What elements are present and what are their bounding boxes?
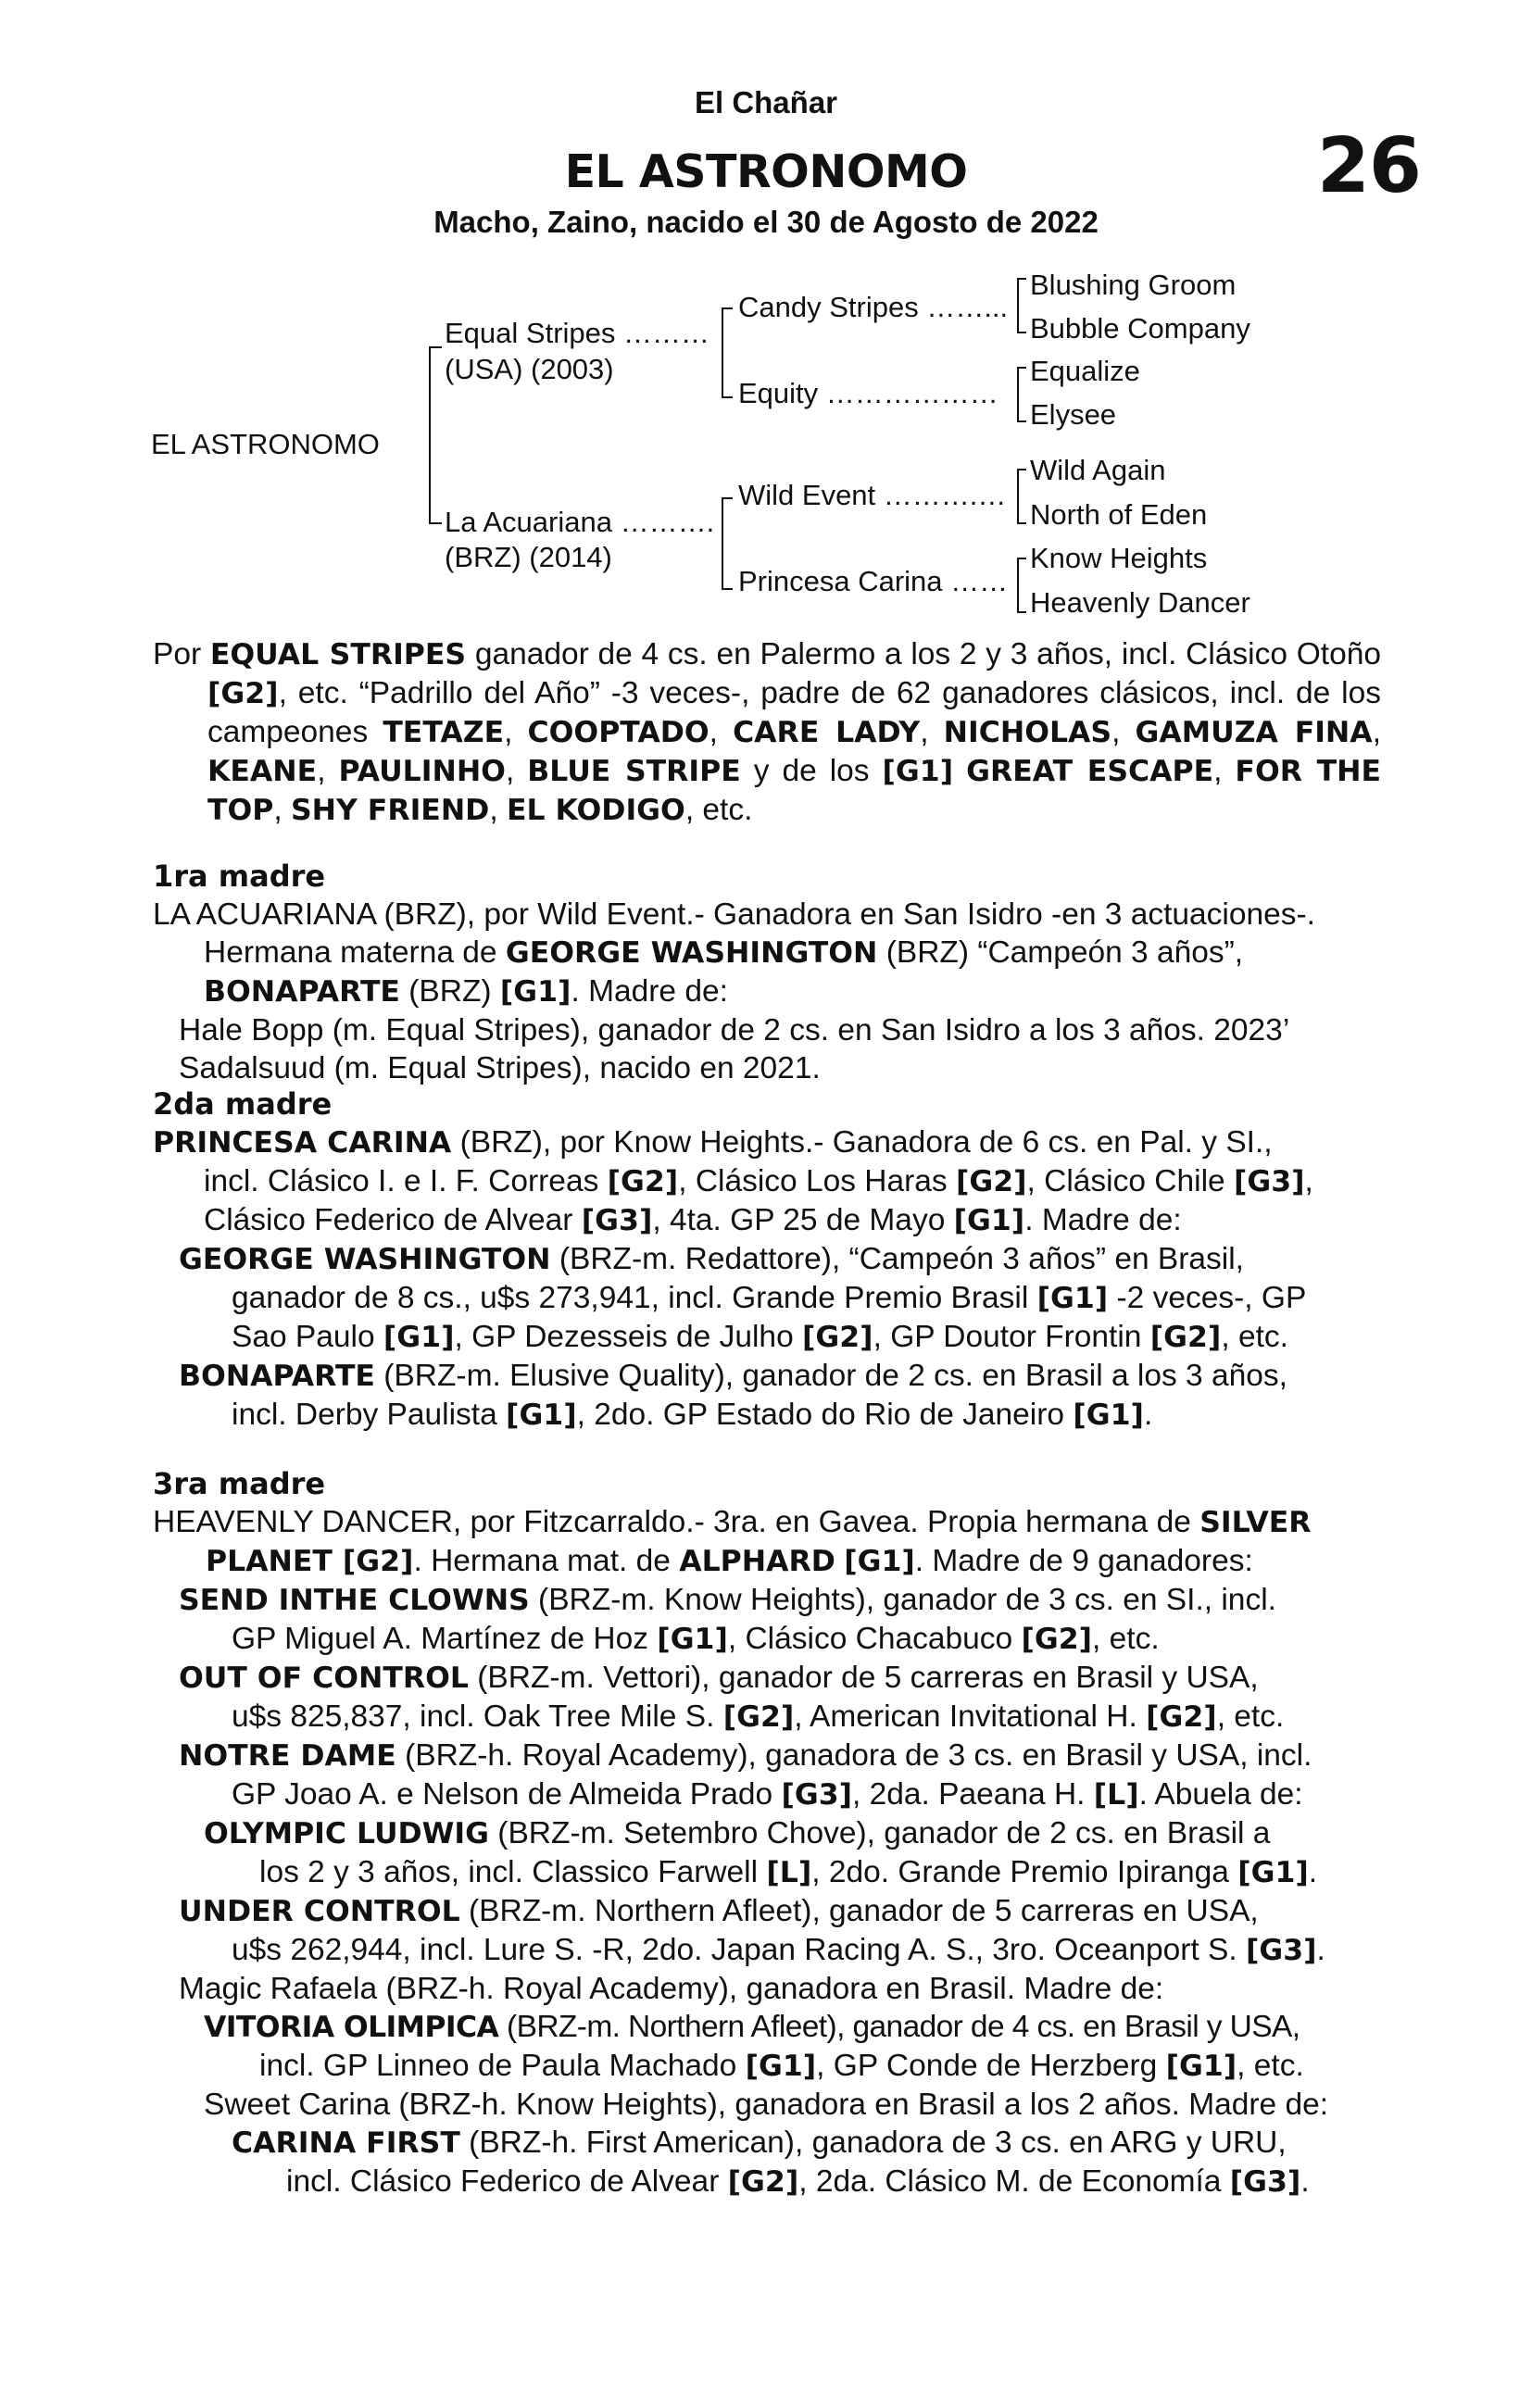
pedigree-ssd: Bubble Company [1030,312,1250,345]
text-line [153,1853,1381,1892]
bold-text: [G3] [1229,2165,1301,2199]
text-run: , etc. [1216,1699,1285,1734]
text-run: , etc. “Padrillo del Año” -3 veces-, padre de 62 ganadores clásicos, incl. de los campeones [207,676,1381,749]
text-run: los 2 y 3 años, incl. Classico Farwell [259,1855,767,1889]
text-run: , American Invitational H. [794,1699,1147,1734]
pedigree-dam-sire: Wild Event ……….… [738,479,1007,511]
breeder-name: El Chañar [694,85,838,119]
pedigree-bracket-line [1017,367,1026,369]
pedigree-dsd: North of Eden [1030,498,1208,531]
text-line: Sadalsuud (m. Equal Stripes), nacido en 2021. [179,1051,821,1085]
text-line [153,2163,1381,2201]
text-run: incl. Clásico I. e I. F. Correas [204,1164,608,1198]
third-dam-heading: 3ra madre [153,1466,326,1501]
text-run: . Hermana mat. de [413,1544,680,1578]
text-line [153,1620,1381,1659]
bold-text: [G1] [1237,1856,1309,1889]
text-line [153,1814,1381,1853]
text-run: , etc. [1092,1622,1160,1656]
pedigree-dam-origin: (BRZ) (2014) [445,541,612,573]
text-run: , 2da. Clásico M. de Economía [798,2164,1230,2199]
text-run: , 2da. Paeana H. [852,1777,1094,1812]
pedigree-bracket-line [429,522,442,524]
text-run [835,1544,844,1578]
bold-text: SEND INTHE CLOWNS [179,1584,530,1617]
text-run: . Madre de: [571,974,728,1009]
text-run: , [504,715,528,749]
bold-text: [G2] [1021,1623,1093,1656]
text-line [153,972,1381,1011]
text-run: . [1300,2164,1310,2199]
pedigree-bracket-line [1017,522,1026,524]
bold-text: EQUAL STRIPES [209,638,467,671]
bold-text: SILVER [1199,1506,1312,1539]
pedigree-bracket-line [1017,332,1026,333]
bold-text: [L] [766,1856,812,1889]
text-run: (BRZ-m. Setembro Chove), ganador de 2 cs. en Brasil a [489,1816,1271,1850]
text-run: , Clásico Los Haras [678,1164,956,1198]
text-run: GP Miguel A. Martínez de Hoz [232,1622,658,1656]
text-line [153,1737,1381,1775]
pedigree-dss: Wild Again [1030,454,1166,486]
pedigree-sdd: Elysee [1030,398,1117,431]
bold-text: UNDER CONTROL [179,1895,460,1928]
text-run: ganador de 8 cs., u$s 273,941, incl. Grande Premio Brasil [232,1281,1037,1315]
bold-text: GEORGE WASHINGTON [179,1243,551,1276]
bold-text: [G1] [506,1398,577,1432]
text-run: Clásico Federico de Alvear [204,1203,582,1237]
third-dam-section [153,1465,1381,2201]
second-dam-heading: 2da madre [153,1086,333,1122]
bold-text: [G1] [1073,1398,1144,1432]
bold-text: [G2] [955,1165,1027,1198]
pedigree-bracket-line [1017,469,1019,524]
pedigree-bracket-line [722,307,723,398]
sire-paragraph [153,635,1381,830]
text-run: , GP Conde de Herzberg [816,2049,1166,2083]
text-line [153,1775,1381,1814]
pedigree-dam-dam: Princesa Carina …… [738,565,1009,597]
text-run: . Madre de 9 ganadores: [914,1544,1253,1578]
pedigree-bracket-line [1017,420,1026,422]
pedigree-sire-origin: (USA) (2003) [445,353,614,385]
text-line: Sweet Carina (BRZ-h. Know Heights), ganadora en Brasil a los 2 años. Madre de: [204,2088,1329,2122]
bold-text: [G2] [722,1700,795,1734]
bold-text: KEANE [207,755,318,788]
bold-text: [G3] [581,1204,653,1237]
bold-text: SHY FRIEND [290,794,490,827]
text-run: ganador de 4 cs. en Palermo a los 2 y 3 años, incl. Clásico Otoño [466,637,1381,671]
text-run: u$s 262,944, incl. Lure S. -R, 2do. Japan Racing A. S., 3ro. Oceanport S. [232,1933,1246,1967]
bold-text: NICHOLAS [943,716,1112,749]
pedigree-ddd: Heavenly Dancer [1030,586,1250,619]
bold-text: [G1] [383,1321,455,1354]
text-run: (BRZ-m. Northern Afleet), ganador de 4 cs. en Brasil y USA, [498,2010,1300,2044]
bold-text: [G2] [727,2165,799,2199]
bold-text: [G1] [499,975,571,1009]
text-line [153,934,1381,972]
pedigree-bracket-line [1017,558,1026,559]
bold-text: CARE LADY [733,716,921,749]
text-run [953,754,966,788]
text-run: , Clásico Chacabuco [727,1622,1022,1656]
bold-text: EL KODIGO [506,794,685,827]
text-run: , [920,715,944,749]
text-line [153,1123,1381,1162]
text-run: , GP Doutor Frontin [873,1320,1150,1354]
text-run: , etc. [684,793,753,827]
bold-text: VITORIA OLIMPICA [204,2011,499,2044]
text-run: , [317,754,339,788]
bold-text: BONAPARTE [204,975,400,1009]
text-run: Hermana materna de [204,935,506,970]
text-run: , 2do. GP Estado do Rio de Janeiro [576,1398,1074,1432]
text-run: . [1143,1398,1153,1432]
text-line [153,1279,1381,1318]
bold-text: GREAT ESCAPE [966,755,1214,788]
pedigree-bracket-line [429,346,431,524]
text-line [153,1542,1381,1581]
bold-text: FOR THE TOP [207,755,1381,827]
pedigree-bracket-line [429,346,442,348]
text-line [153,2047,1381,2086]
horse-description: Macho, Zaino, nacido el 30 de Agosto de 2022 [433,205,1099,239]
bold-text: COOPTADO [527,716,709,749]
pedigree-dam: La Acuariana ………. [445,506,715,538]
text-run: , [709,715,734,749]
text-run: , GP Dezesseis de Julho [454,1320,803,1354]
pedigree-bracket-line [1017,367,1019,422]
text-run: (BRZ-m. Northern Afleet), ganador de 5 carreras en USA, [459,1894,1259,1928]
text-line [153,1503,1381,1542]
bold-text: [G1] [1036,1282,1109,1315]
pedigree-sire: Equal Stripes ……… [445,317,709,349]
text-run: (BRZ-h. First American), ganadora de 3 cs. en ARG y URU, [459,2126,1287,2160]
bold-text: [G1] [844,1545,915,1578]
text-run: , 2do. Grande Premio Ipiranga [811,1855,1238,1889]
text-run: y de los [740,754,883,788]
text-line [153,2124,1381,2163]
text-line: Magic Rafaela (BRZ-h. Royal Academy), ganadora en Brasil. Madre de: [179,1972,1164,2006]
pedigree-bracket-line [722,307,733,309]
pedigree-bracket-line [1017,469,1026,470]
pedigree-bracket-line [722,396,733,398]
first-dam-section [153,858,1381,1087]
text-run: , [1372,715,1381,749]
bold-text: [G1] [953,1204,1025,1237]
text-run: , 4ta. GP 25 de Mayo [652,1203,954,1237]
pedigree-subject: EL ASTRONOMO [151,428,380,460]
text-line [153,1698,1381,1737]
pedigree-sire-sire: Candy Stripes ……... [738,291,1009,323]
bold-text: [G2] [207,677,279,710]
pedigree-sds: Equalize [1030,355,1140,387]
text-run: incl. Clásico Federico de Alvear [286,2164,728,2199]
text-line [153,1396,1381,1435]
text-run: , [505,754,528,788]
text-run: (BRZ-m. Elusive Quality), ganador de 2 cs. en Brasil a los 3 años, [374,1359,1287,1393]
bold-text: [G2] [1149,1321,1222,1354]
text-run: , [1304,1164,1313,1198]
bold-text: OLYMPIC LUDWIG [204,1817,489,1850]
bold-text: [G2] [802,1321,873,1354]
text-run: . [1316,1933,1325,1967]
pedigree-bracket-line [722,497,723,590]
text-run: Por [153,637,210,671]
bold-text: ALPHARD [679,1545,835,1578]
pedigree-bracket-line [722,497,733,499]
text-run: , etc. [1221,1320,1288,1354]
text-line [153,1201,1381,1240]
text-run: , [273,793,291,827]
bold-text: GAMUZA FINA [1135,716,1373,749]
text-run: , Clásico Chile [1026,1164,1234,1198]
bold-text: [G1] [657,1623,728,1656]
bold-text: [G3] [1233,1165,1305,1198]
bold-text: [G1] [882,755,954,788]
pedigree-bracket-line [1017,558,1019,613]
pedigree-bracket-line [1017,278,1019,333]
bold-text: BONAPARTE [179,1360,375,1393]
text-run: incl. Derby Paulista [232,1398,507,1432]
bold-text: BLUE STRIPE [527,755,741,788]
text-run: (BRZ-m. Vettori), ganador de 5 carreras en Brasil y USA, [468,1661,1259,1695]
horse-name: EL ASTRONOMO [564,145,968,198]
bold-text: [G1] [745,2050,817,2083]
pedigree-sss: Blushing Groom [1030,269,1237,301]
text-line [153,2008,1381,2047]
lot-number: 26 [1316,122,1421,210]
text-line: Hale Bopp (m. Equal Stripes), ganador de 2 cs. en San Isidro a los 3 años. 2023’ [179,1013,1290,1047]
text-line [153,1581,1381,1620]
pedigree-bracket-line [722,588,733,590]
text-run: , [1213,754,1236,788]
text-run: , [1111,715,1136,749]
bold-text: [L] [1093,1778,1139,1812]
text-line [153,1162,1381,1201]
pedigree-sire-dam: Equity ……………… [738,377,998,409]
text-run: incl. GP Linneo de Paula Machado [259,2049,746,2083]
bold-text: [G1] [1165,2050,1237,2083]
text-line [153,1892,1381,1931]
text-run: (BRZ), por Know Heights.- Ganadora de 6 cs. en Pal. y SI., [451,1125,1273,1160]
bold-text: [G3] [1245,1934,1317,1967]
text-line [153,1318,1381,1357]
text-run: HEAVENLY DANCER, por Fitzcarraldo.- 3ra. en Gavea. Propia hermana de [153,1505,1200,1539]
text-run: , etc. [1237,2049,1304,2083]
bold-text: [G3] [781,1778,853,1812]
bold-text: [G2] [607,1165,679,1198]
pedigree-bracket-line [1017,611,1026,613]
text-run: (BRZ-h. Royal Academy), ganadora de 3 cs. en Brasil y USA, incl. [396,1738,1312,1773]
text-line [153,1659,1381,1698]
second-dam-section [153,1085,1381,1435]
pedigree-dds: Know Heights [1030,542,1208,574]
bold-text: GEORGE WASHINGTON [505,936,878,970]
text-line [153,1357,1381,1396]
pedigree-bracket-line [1017,278,1026,280]
text-run: . Abuela de: [1138,1777,1303,1812]
first-dam-heading: 1ra madre [153,859,326,894]
bold-text: CARINA FIRST [232,2126,460,2160]
text-line [153,1931,1381,1970]
bold-text: NOTRE DAME [179,1739,396,1773]
text-run: GP Joao A. e Nelson de Almeida Prado [232,1777,782,1812]
bold-text: TETAZE [383,716,505,749]
text-run: . Madre de: [1024,1203,1182,1237]
text-run: . [1308,1855,1318,1889]
bold-text: PLANET [206,1545,343,1578]
bold-text: OUT OF CONTROL [179,1662,469,1695]
text-run: (BRZ-m. Know Heights), ganador de 3 cs. en SI., incl. [529,1583,1276,1617]
bold-text: PAULINHO [338,755,506,788]
text-run: u$s 825,837, incl. Oak Tree Mile S. [232,1699,723,1734]
text-line: LA ACUARIANA (BRZ), por Wild Event.- Ganadora en San Isidro -en 3 actuaciones-. [153,897,1315,932]
text-run: (BRZ) “Campeón 3 años”, [877,935,1244,970]
text-run: (BRZ-m. Redattore), “Campeón 3 años” en Brasil, [550,1242,1244,1276]
bold-text: [G2] [1146,1700,1217,1734]
text-run: (BRZ) [399,974,500,1009]
text-line [153,1240,1381,1279]
text-run: -2 veces-, GP [1108,1281,1307,1315]
bold-text: PRINCESA CARINA [153,1126,452,1160]
bold-text: [G2] [342,1545,414,1578]
text-run: Sao Paulo [232,1320,383,1354]
text-run: , [489,793,507,827]
